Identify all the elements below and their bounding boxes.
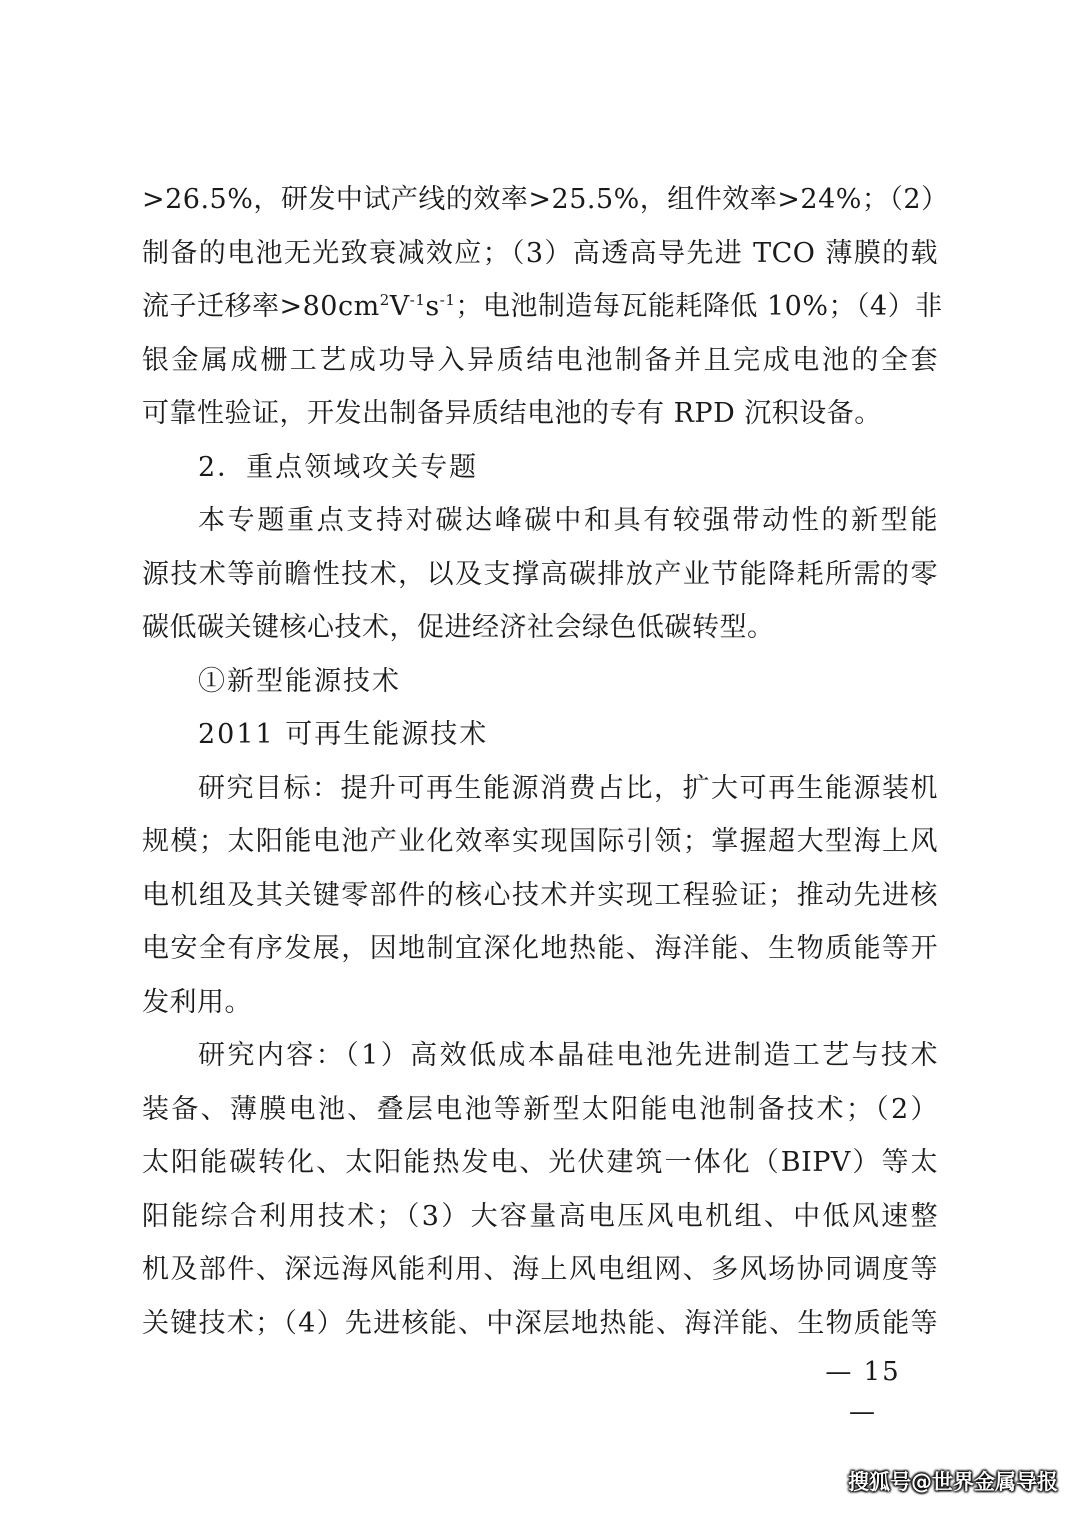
intro-line-3-mid-1: V bbox=[389, 291, 410, 322]
research-content-line-1: 研究内容：（1）高效低成本晶硅电池先进制造工艺与技术 bbox=[198, 1040, 938, 1071]
research-content-line-6: 关键技术；（4）先进核能、中深层地热能、海洋能、生物质能等 bbox=[142, 1308, 938, 1339]
intro-line-5: 可靠性验证，开发出制备异质结电池的专有 RPD 沉积设备。 bbox=[142, 398, 882, 429]
research-content-line-5: 机及部件、深远海风能利用、海上风电组网、多风场协同调度等 bbox=[142, 1254, 938, 1285]
section-paragraph-line-1: 本专题重点支持对碳达峰碳中和具有较强带动性的新型能 bbox=[198, 505, 938, 536]
intro-line-3-post: ；电池制造每瓦能耗降低 10%；（4）非 bbox=[455, 291, 943, 322]
research-goal-line-5: 发利用。 bbox=[142, 987, 252, 1018]
section-paragraph-line-3: 碳低碳关键核心技术，促进经济社会绿色低碳转型。 bbox=[142, 612, 775, 643]
intro-line-2: 制备的电池无光致衰减效应；（3）高透高导先进 TCO 薄膜的载 bbox=[142, 238, 938, 269]
intro-line-4: 银金属成栅工艺成功导入异质结电池制备并且完成电池的全套 bbox=[142, 345, 938, 376]
research-content-line-4: 阳能综合利用技术；（3）大容量高电压风电机组、中低风速整 bbox=[142, 1201, 938, 1232]
superscript-minus-1-a: -1 bbox=[409, 291, 426, 309]
superscript-2: 2 bbox=[379, 291, 390, 309]
research-goal-line-4: 电安全有序发展，因地制宜深化地热能、海洋能、生物质能等开 bbox=[142, 933, 938, 964]
section-paragraph-line-2: 源技术等前瞻性技术，以及支撑高碳排放产业节能降耗所需的零 bbox=[142, 559, 938, 590]
research-goal-line-3: 电机组及其关键零部件的核心技术并实现工程验证；推动先进核 bbox=[142, 880, 938, 911]
superscript-minus-1-b: -1 bbox=[439, 291, 456, 309]
section-heading: 2．重点领域攻关专题 bbox=[198, 452, 479, 483]
watermark: 搜狐号@世界金属导报 bbox=[848, 1470, 1058, 1494]
research-content-line-3: 太阳能碳转化、太阳能热发电、光伏建筑一体化（BIPV）等太 bbox=[142, 1147, 938, 1178]
intro-line-1: >26.5%，研发中试产线的效率>25.5%，组件效率>24%；（2） bbox=[142, 184, 949, 215]
intro-line-3 bbox=[142, 285, 943, 329]
research-content-line-2: 装备、薄膜电池、叠层电池等新型太阳能电池制备技术；（2） bbox=[142, 1094, 938, 1125]
research-goal-line-2: 规模；太阳能电池产业化效率实现国际引领；掌握超大型海上风 bbox=[142, 826, 938, 857]
intro-line-3-mid-2: s bbox=[425, 291, 440, 322]
page-number: — 15 — bbox=[825, 1357, 901, 1427]
research-goal-line-1: 研究目标：提升可再生能源消费占比，扩大可再生能源装机 bbox=[198, 773, 938, 804]
subsection-heading: ①新型能源技术 bbox=[198, 666, 401, 697]
intro-line-3-pre: 流子迁移率>80cm bbox=[142, 291, 380, 322]
topic-heading: 2011 可再生能源技术 bbox=[198, 719, 489, 750]
